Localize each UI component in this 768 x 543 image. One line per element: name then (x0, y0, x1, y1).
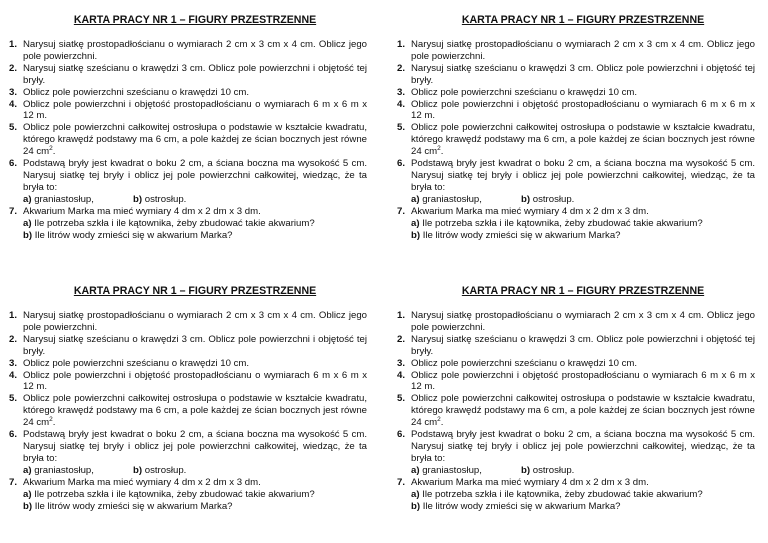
worksheet-bottom-right (397, 285, 755, 512)
task-number: 4. (397, 98, 406, 110)
option-row (411, 194, 755, 206)
task-item (397, 358, 755, 370)
option-text: ostrosłup. (144, 464, 187, 476)
subquestion-text: Ile potrzeba szkła i ile kątownika, żeby zbudować takie akwarium? (422, 217, 703, 229)
subquestion (411, 218, 755, 230)
task-text: Oblicz pole powierzchni całkowitej ostrosłupa o podstawie w kształcie kwadratu, którego krawędź podstawy ma 6 cm, a pole każdej ze ścian bocznych jest równe 24 cm (411, 393, 755, 429)
task-text-end: . (52, 146, 56, 158)
option-b (133, 194, 186, 206)
task-item (9, 370, 367, 394)
task-item (9, 477, 367, 513)
option-label: a) (411, 464, 420, 476)
task-text: Oblicz pole powierzchni i objętość prostopadłościanu o wymiarach 6 m x 6 m x 12 m. (411, 98, 755, 122)
task-text: Podstawą bryły jest kwadrat o boku 2 cm, a ściana boczna ma wysokość 5 cm. Narysuj siatkę tej bryły i oblicz jej pole powierzchni całkowitej, wiedząc, że ta bryła to: (23, 158, 367, 193)
subquestion-label: b) (23, 229, 33, 241)
task-number: 4. (9, 369, 18, 381)
option-a (23, 194, 133, 206)
task-text: Akwarium Marka ma mieć wymiary 4 dm x 2 dm x 3 dm. (23, 476, 261, 488)
option-row (23, 465, 367, 477)
task-text-end: . (440, 146, 444, 158)
task-text: Narysuj siatkę sześcianu o krawędzi 3 cm. Oblicz pole powierzchni i objętość tej bryły. (23, 62, 367, 86)
task-number: 5. (9, 393, 18, 405)
subquestion-text: Ile litrów wody zmieści się w akwarium Marka? (34, 229, 233, 241)
task-item (397, 206, 755, 242)
subquestion (411, 501, 755, 513)
task-item (9, 63, 367, 87)
worksheet-title: KARTA PRACY NR 1 – FIGURY PRZESTRZENNE (461, 285, 705, 297)
task-list (397, 39, 755, 241)
task-text: Oblicz pole powierzchni sześcianu o krawędzi 10 cm. (411, 86, 638, 98)
task-number: 5. (397, 393, 406, 405)
subquestion-text: Ile potrzeba szkła i ile kątownika, żeby zbudować takie akwarium? (34, 217, 315, 229)
task-number: 7. (397, 476, 406, 488)
superscript: 2 (49, 415, 53, 423)
task-number: 7. (9, 205, 18, 217)
option-text: ostrosłup. (532, 464, 575, 476)
task-text: Oblicz pole powierzchni i objętość prostopadłościanu o wymiarach 6 m x 6 m x 12 m. (23, 98, 367, 122)
subquestion (23, 218, 367, 230)
task-item (397, 370, 755, 394)
task-item (397, 87, 755, 99)
subquestion-text: Ile litrów wody zmieści się w akwarium Marka? (34, 500, 233, 512)
task-number: 6. (9, 158, 18, 170)
worksheet-title: KARTA PRACY NR 1 – FIGURY PRZESTRZENNE (73, 285, 317, 297)
task-text: Oblicz pole powierzchni sześcianu o krawędzi 10 cm. (23, 86, 250, 98)
task-number: 1. (9, 39, 18, 50)
task-item (9, 99, 367, 123)
subquestion-text: Ile potrzeba szkła i ile kątownika, żeby zbudować takie akwarium? (422, 488, 703, 500)
task-text-end: . (52, 417, 56, 429)
task-item (397, 63, 755, 87)
option-text: ostrosłup. (532, 193, 575, 205)
task-text: Oblicz pole powierzchni i objętość prostopadłościanu o wymiarach 6 m x 6 m x 12 m. (411, 369, 755, 393)
task-text: Podstawą bryły jest kwadrat o boku 2 cm, a ściana boczna ma wysokość 5 cm. Narysuj siatkę tej bryły i oblicz jej pole powierzchni całkowitej, wiedząc, że ta bryła to: (23, 429, 367, 464)
subquestion (411, 489, 755, 501)
task-number: 6. (397, 158, 406, 170)
option-label: a) (23, 193, 32, 205)
task-text: Oblicz pole powierzchni sześcianu o krawędzi 10 cm. (23, 357, 250, 369)
task-number: 2. (9, 62, 18, 74)
subquestion-label: a) (411, 217, 420, 229)
task-item (9, 87, 367, 99)
task-item (9, 334, 367, 358)
task-item (397, 429, 755, 477)
task-text: Narysuj siatkę prostopadłościanu o wymiarach 2 cm x 3 cm x 4 cm. Oblicz jego pole powierzchni. (23, 310, 367, 333)
option-text: ostrosłup. (144, 193, 187, 205)
task-text: Podstawą bryły jest kwadrat o boku 2 cm, a ściana boczna ma wysokość 5 cm. Narysuj siatkę tej bryły i oblicz jej pole powierzchni całkowitej, wiedząc, że ta bryła to: (411, 429, 755, 464)
subquestion (23, 230, 367, 242)
task-text: Akwarium Marka ma mieć wymiary 4 dm x 2 dm x 3 dm. (23, 205, 261, 217)
task-item (9, 393, 367, 429)
task-number: 3. (9, 86, 18, 98)
task-number: 3. (397, 86, 406, 98)
task-text: Narysuj siatkę prostopadłościanu o wymiarach 2 cm x 3 cm x 4 cm. Oblicz jego pole powierzchni. (23, 39, 367, 62)
task-item (9, 122, 367, 158)
worksheet-title: KARTA PRACY NR 1 – FIGURY PRZESTRZENNE (73, 14, 317, 26)
subquestion-label: a) (23, 488, 32, 500)
task-item (9, 358, 367, 370)
subquestion-label: b) (411, 500, 421, 512)
task-number: 1. (397, 39, 406, 50)
task-text: Akwarium Marka ma mieć wymiary 4 dm x 2 dm x 3 dm. (411, 205, 649, 217)
option-a (411, 194, 521, 206)
worksheet-title: KARTA PRACY NR 1 – FIGURY PRZESTRZENNE (461, 14, 705, 26)
task-number: 3. (397, 357, 406, 369)
option-label: b) (521, 193, 531, 205)
option-b (521, 194, 574, 206)
subquestion (411, 230, 755, 242)
worksheet-bottom-left (9, 285, 367, 512)
task-item (397, 477, 755, 513)
task-text: Oblicz pole powierzchni całkowitej ostrosłupa o podstawie w kształcie kwadratu, którego krawędź podstawy ma 6 cm, a pole każdej ze ścian bocznych jest równe 24 cm (411, 122, 755, 158)
superscript: 2 (437, 144, 441, 152)
superscript: 2 (49, 144, 53, 152)
task-number: 5. (9, 122, 18, 134)
task-item (9, 158, 367, 206)
subquestion-label: b) (23, 500, 33, 512)
task-text: Akwarium Marka ma mieć wymiary 4 dm x 2 dm x 3 dm. (411, 476, 649, 488)
task-number: 5. (397, 122, 406, 134)
task-item (397, 99, 755, 123)
subquestion-label: a) (411, 488, 420, 500)
option-label: b) (133, 464, 143, 476)
worksheet-top-right (397, 14, 755, 241)
task-number: 7. (397, 205, 406, 217)
task-list (9, 39, 367, 241)
task-item (9, 206, 367, 242)
task-item (397, 158, 755, 206)
task-item (397, 39, 755, 63)
option-label: a) (411, 193, 420, 205)
task-text: Narysuj siatkę sześcianu o krawędzi 3 cm. Oblicz pole powierzchni i objętość tej bryły. (411, 333, 755, 357)
task-number: 2. (397, 62, 406, 74)
task-item (9, 310, 367, 334)
task-list (397, 310, 755, 512)
option-text: graniastosłup, (34, 464, 94, 476)
option-label: a) (23, 464, 32, 476)
task-item (9, 429, 367, 477)
task-number: 2. (397, 333, 406, 345)
subquestion-label: a) (23, 217, 32, 229)
subquestion (23, 489, 367, 501)
subquestion-text: Ile litrów wody zmieści się w akwarium Marka? (422, 229, 621, 241)
task-item (397, 393, 755, 429)
task-item (9, 39, 367, 63)
task-number: 3. (9, 357, 18, 369)
task-text: Oblicz pole powierzchni całkowitej ostrosłupa o podstawie w kształcie kwadratu, którego krawędź podstawy ma 6 cm, a pole każdej ze ścian bocznych jest równe 24 cm (23, 393, 367, 429)
task-item (397, 122, 755, 158)
option-text: graniastosłup, (34, 193, 94, 205)
task-text: Oblicz pole powierzchni całkowitej ostrosłupa o podstawie w kształcie kwadratu, którego krawędź podstawy ma 6 cm, a pole każdej ze ścian bocznych jest równe 24 cm (23, 122, 367, 158)
option-text: graniastosłup, (422, 464, 482, 476)
superscript: 2 (437, 415, 441, 423)
task-number: 1. (397, 310, 406, 321)
task-text: Oblicz pole powierzchni i objętość prostopadłościanu o wymiarach 6 m x 6 m x 12 m. (23, 369, 367, 393)
task-number: 7. (9, 476, 18, 488)
subquestion-text: Ile litrów wody zmieści się w akwarium Marka? (422, 500, 621, 512)
task-text: Podstawą bryły jest kwadrat o boku 2 cm, a ściana boczna ma wysokość 5 cm. Narysuj siatkę tej bryły i oblicz jej pole powierzchni całkowitej, wiedząc, że ta bryła to: (411, 158, 755, 193)
option-label: b) (521, 464, 531, 476)
task-number: 2. (9, 333, 18, 345)
option-row (411, 465, 755, 477)
task-text: Narysuj siatkę prostopadłościanu o wymiarach 2 cm x 3 cm x 4 cm. Oblicz jego pole powierzchni. (411, 39, 755, 62)
task-list (9, 310, 367, 512)
task-number: 4. (397, 369, 406, 381)
task-number: 4. (9, 98, 18, 110)
option-label: b) (133, 193, 143, 205)
task-text: Oblicz pole powierzchni sześcianu o krawędzi 10 cm. (411, 357, 638, 369)
task-text-end: . (440, 417, 444, 429)
subquestion (23, 501, 367, 513)
option-b (133, 465, 186, 477)
worksheet-top-left (9, 14, 367, 241)
task-item (397, 334, 755, 358)
task-item (397, 310, 755, 334)
option-b (521, 465, 574, 477)
task-text: Narysuj siatkę sześcianu o krawędzi 3 cm. Oblicz pole powierzchni i objętość tej bryły. (411, 62, 755, 86)
option-row (23, 194, 367, 206)
task-number: 1. (9, 310, 18, 321)
subquestion-text: Ile potrzeba szkła i ile kątownika, żeby zbudować takie akwarium? (34, 488, 315, 500)
task-number: 6. (397, 429, 406, 441)
option-a (411, 465, 521, 477)
task-text: Narysuj siatkę prostopadłościanu o wymiarach 2 cm x 3 cm x 4 cm. Oblicz jego pole powierzchni. (411, 310, 755, 333)
task-text: Narysuj siatkę sześcianu o krawędzi 3 cm. Oblicz pole powierzchni i objętość tej bryły. (23, 333, 367, 357)
subquestion-label: b) (411, 229, 421, 241)
option-a (23, 465, 133, 477)
option-text: graniastosłup, (422, 193, 482, 205)
task-number: 6. (9, 429, 18, 441)
